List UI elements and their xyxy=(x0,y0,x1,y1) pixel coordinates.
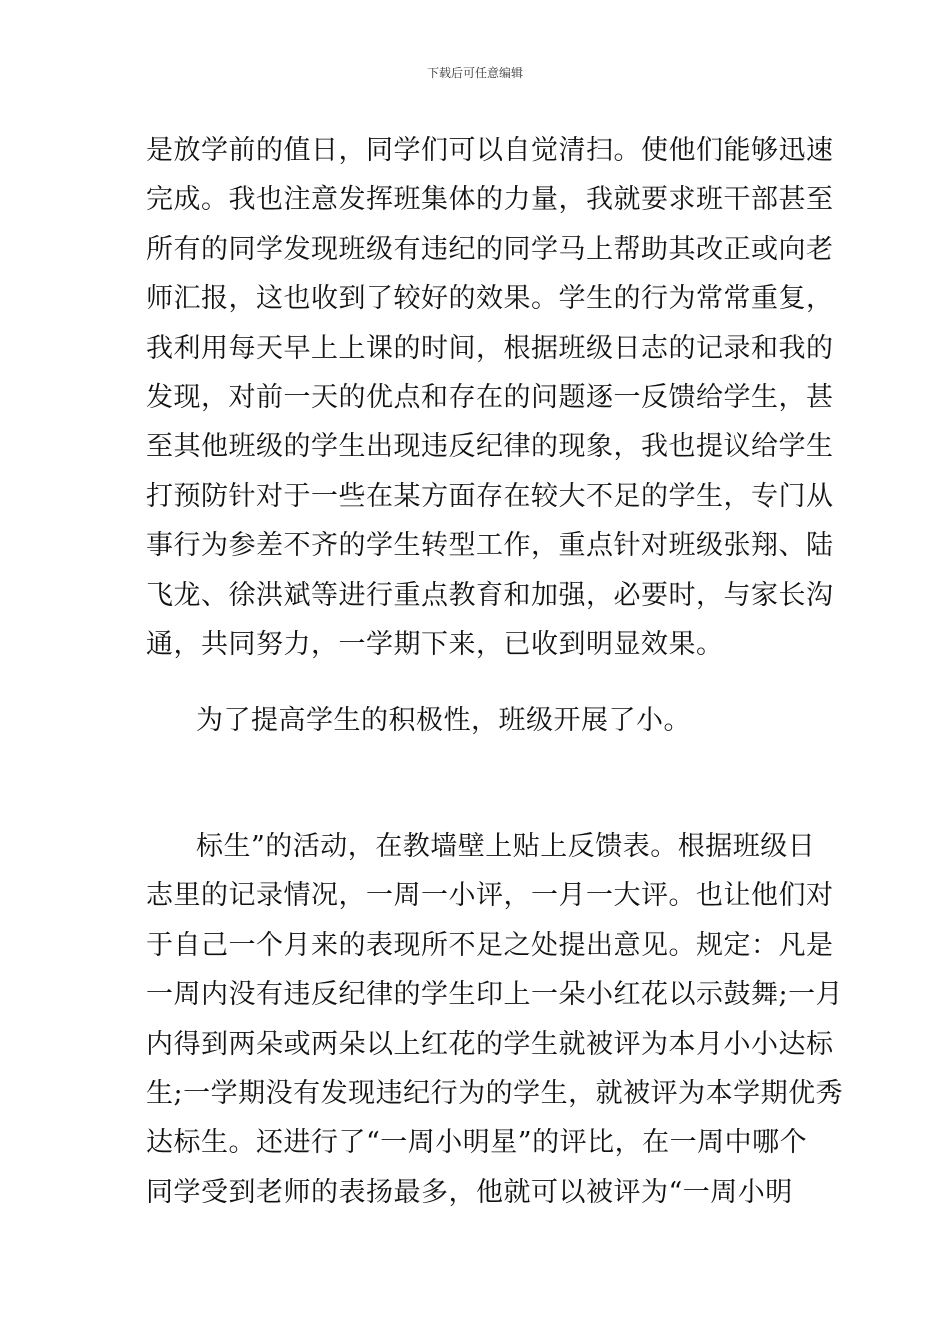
text-line: 标生”的活动，在教墙壁上贴上反馈表。根据班级日 xyxy=(196,831,816,862)
text-line: 打预防针对于一些在某方面存在较大不足的学生，专门从 xyxy=(146,480,834,512)
text-line: 达标生。还进行了“一周小明星”的评比，在一周中哪个 xyxy=(146,1127,808,1159)
text-line: 同学受到老师的表扬最多，他就可以被评为“一周小明 xyxy=(146,1176,793,1208)
text-line: 志里的记录情况，一周一小评，一月一大评。也让他们对 xyxy=(146,880,834,912)
text-line: 事行为参差不齐的学生转型工作，重点针对班级张翔、陆 xyxy=(146,530,834,562)
text-line: 至其他班级的学生出现违反纪律的现象，我也提议给学生 xyxy=(146,431,834,463)
paragraph-3 xyxy=(146,822,844,1217)
text-line: 发现，对前一天的优点和存在的问题逐一反馈给学生，甚 xyxy=(146,382,834,414)
paragraph-1 xyxy=(146,126,834,669)
text-line: 我利用每天早上上课的时间，根据班级日志的记录和我的 xyxy=(146,332,834,364)
text-line: 于自己一个月来的表现所不足之处提出意见。规定：凡是 xyxy=(146,929,834,961)
text-line: 是放学前的值日，同学们可以自觉清扫。使他们能够迅速 xyxy=(146,135,834,166)
text-line: 为了提高学生的积极性，班级开展了小。 xyxy=(196,705,691,736)
text-line: 一周内没有违反纪律的学生印上一朵小红花以示鼓舞;一月 xyxy=(146,979,844,1011)
page-header: 下载后可任意编辑 xyxy=(426,66,523,80)
paragraph-2 xyxy=(146,696,808,745)
text-line: 通，共同努力，一学期下来，已收到明显效果。 xyxy=(146,629,724,661)
text-line: 所有的同学发现班级有违纪的同学马上帮助其改正或向老 xyxy=(146,233,834,265)
text-line: 师汇报，这也收到了较好的效果。学生的行为常常重复， xyxy=(146,283,834,315)
text-line: 内得到两朵或两朵以上红花的学生就被评为本月小小达标 xyxy=(146,1028,834,1060)
text-line: 飞龙、徐洪斌等进行重点教育和加强，必要时，与家长沟 xyxy=(146,579,834,611)
text-line: 完成。我也注意发挥班集体的力量，我就要求班干部甚至 xyxy=(146,184,834,216)
text-line: 生;一学期没有发现违纪行为的学生，就被评为本学期优秀 xyxy=(146,1078,844,1110)
